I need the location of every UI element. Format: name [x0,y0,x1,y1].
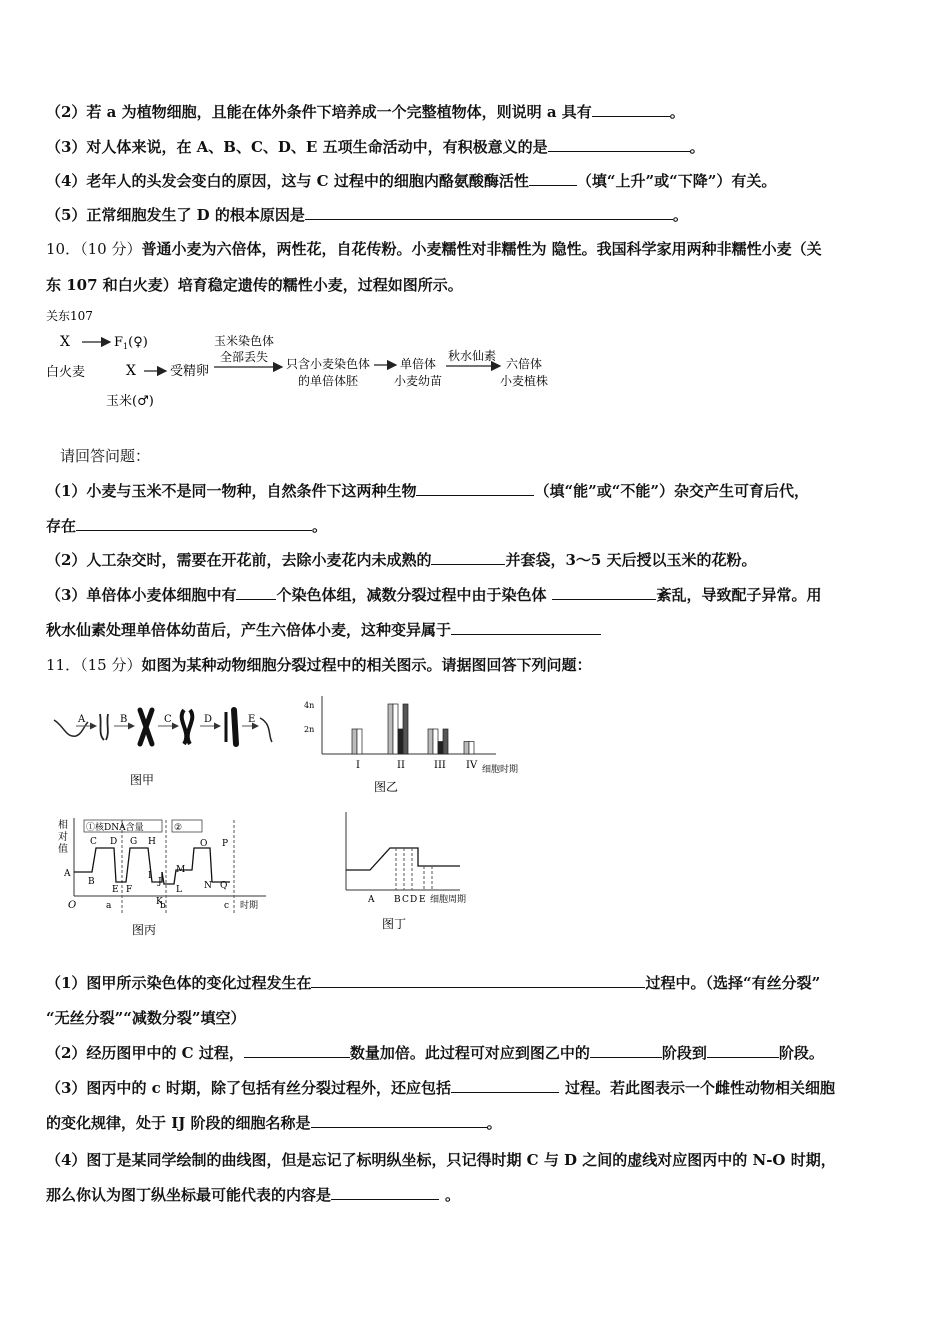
point-label-B: B [88,877,95,887]
figure-jia-caption: 图甲 [130,773,155,787]
answer-blank[interactable] [590,1043,662,1058]
parent-guandong107: 关东107 [46,309,93,323]
bar-IV-a [464,742,469,755]
point-label-E: E [112,885,119,895]
q11-sub4: （4）图丁是某同学绘制的曲线图，但是忘记了标明纵坐标，只记得时期 C 与 D 之间的虚线对应图丙中的 N-O 时期， [46,1151,836,1169]
legend-2: ② [174,823,183,833]
answer-blank[interactable] [451,620,601,635]
figure-yi-caption: 图乙 [374,780,399,794]
point-label-F: F [126,885,133,895]
category-label-4: IV [466,760,478,771]
point-label-J: J [158,877,162,887]
bar-I-a [352,729,357,754]
q10-sub1: （1）小麦与玉米不是同一物种，自然条件下这两种生物 （填“能”或“不能”）杂交产生可育后代， [46,482,809,500]
dna-content-line-2 [162,848,230,884]
parent-corn: 玉米(♂) [106,394,154,409]
point-label-Q: Q [220,881,228,891]
wheat-breeding-flow-diagram [44,305,564,410]
q10-sub3-cont: 秋水仙素处理单倍体幼苗后，产生六倍体小麦，这种变异属于 [46,620,601,640]
cross-symbol-1: X [60,334,70,350]
point-label-D: D [110,837,118,847]
q11-sub1-cont: “无丝分裂”“减数分裂”填空） [46,1009,246,1027]
x-label-A: A [368,895,375,905]
answer-blank[interactable] [529,171,577,186]
answer-blank[interactable] [76,516,312,531]
q10-intro-line1: 10．（10 分）普通小麦为六倍体，两性花，自花传粉。小麦糯性对非糯性为 隐性。我国科学家用两种非糯性小麦（关 [46,240,822,258]
point-label-L: L [176,885,182,895]
bar-III-b [433,729,438,754]
point-label-K: K [156,897,163,907]
x-label-E: E [419,895,426,905]
answer-blank[interactable] [311,1113,487,1128]
stage-label-c: C [164,714,172,725]
category-label-2: II [397,760,405,771]
bar-III-a [428,729,433,754]
cross-symbol-2: X [126,363,136,379]
haploid-seedling-label-2: 小麦幼苗 [394,374,443,388]
chromosome-loss-label-2: 全部丢失 [220,350,269,364]
answer-blank[interactable] [305,205,673,220]
metaphase-chromosome [140,710,152,744]
q10-intro-line2: 东 107 和白火麦）培育稳定遗传的糯性小麦，过程如图所示。 [46,276,463,294]
bar-IV-b [469,742,474,755]
point-label-I: I [148,871,152,881]
answer-blank[interactable] [431,550,505,565]
bar-II-b [393,704,398,754]
q10-ask: 请回答问题： [60,447,151,465]
haploid-embryo-label: 只含小麦染色体 [286,357,371,371]
answer-blank[interactable] [548,137,690,152]
legend-1: ①核DNA含量 [86,823,144,833]
colchicine-label: 秋水仙素 [448,349,497,363]
chromosome-loss-label: 玉米染色体 [214,334,275,348]
f1-label: $F_1(♀)$ [114,335,148,351]
bar-III-c [438,742,443,755]
answer-blank[interactable] [311,973,645,988]
q10-sub1-cont: 存在 。 [46,517,328,535]
q9-part5: （5）正常细胞发生了 D 的根本原因是 。 [46,206,688,224]
hexaploid-label: 六倍体 [506,357,543,371]
category-label-1: I [356,760,360,771]
period-label-a: a [106,901,112,911]
x-axis-title: 细胞时期 [482,765,519,775]
x-label-C: C [402,895,409,905]
x-label-D: D [410,895,418,905]
q11-sub4-cont: 那么你认为图丁纵坐标最可能代表的内容是 。 [46,1186,461,1204]
haploid-seedling-label: 单倍体 [400,357,437,371]
figure-yi-bar-chart [300,690,540,796]
y-label-2: 对 [58,832,68,843]
q10-sub3: （3）单倍体小麦体细胞中有 个染色体组，减数分裂过程中由于染色体 紊乱，导致配子异常。用 [46,586,822,604]
point-label-A: A [64,869,71,879]
q9-part3: （3）对人体来说，在 A、B、C、D、E 五项生命活动中，有积极意义的是 。 [46,138,705,156]
q9-part4: （4）老年人的头发会变白的原因，这与 C 过程中的细胞内酪氨酸酶活性 （填“上升”或“下降”）有关。 [46,172,777,190]
answer-blank[interactable] [416,481,534,496]
figure-bing-caption: 图丙 [132,923,157,937]
y-label-1: 相 [58,820,68,831]
single-chromosome [234,710,236,744]
bar-II-c [398,729,403,754]
answer-blank[interactable] [236,585,276,600]
point-label-M: M [176,865,186,875]
q11-sub2: （2）经历图甲中的 C 过程， 数量加倍。此过程可对应到图乙中的 阶段到 阶段。 [46,1044,824,1062]
answer-blank[interactable] [707,1043,779,1058]
q11-sub3-cont: 的变化规律，处于 IJ 阶段的细胞名称是 。 [46,1114,502,1132]
replicated-chromatin [100,714,108,740]
y-tick-2n: 2n [304,725,315,734]
point-label-H: H [148,837,156,847]
stage-label-b: B [120,714,128,725]
answer-blank[interactable] [451,1078,559,1093]
bar-III-d [443,729,448,754]
answer-blank[interactable] [552,585,656,600]
y-label-3: 值 [58,844,68,855]
parent-baihuomai: 白火麦 [46,365,86,380]
stage-label-a: A [78,714,86,725]
q11-sub1: （1）图甲所示染色体的变化过程发生在 过程中。（选择“有丝分裂” [46,974,821,992]
figure-ding-caption: 图丁 [382,917,407,931]
figure-ding-curve [330,810,500,934]
zygote-label: 受精卵 [170,364,210,379]
category-label-3: III [434,760,446,771]
stage-label-e: E [248,714,256,725]
point-label-N: N [204,881,212,891]
y-tick-4n: 4n [304,701,315,710]
point-label-O: O [200,839,208,849]
bar-II-a [388,704,393,754]
answer-blank[interactable] [592,102,670,117]
curve-line [346,848,460,870]
figure-jia-chromosome-changes [48,706,278,796]
x-axis-title: 时期 [240,901,259,911]
decondensed-chromatin [260,718,272,742]
period-label-c: c [224,901,230,911]
stage-label-d: D [204,714,213,725]
q11-intro: 11．（15 分）如图为某种动物细胞分裂过程中的相关图示。请据图回答下列问题： [46,656,592,674]
x-label-B: B [394,895,401,905]
haploid-embryo-label-2: 的单倍体胚 [298,374,359,388]
answer-blank[interactable] [331,1185,439,1200]
x-axis-title: 细胞周期 [430,895,467,905]
figure-bing-dna-curve [44,814,294,938]
point-label-C: C [90,837,97,847]
point-label-P: P [222,839,229,849]
answer-blank[interactable] [244,1043,350,1058]
q10-sub2: （2）人工杂交时，需要在开花前，去除小麦花内未成熟的 并套袋，3～5 天后授以玉米的花粉。 [46,551,757,569]
hexaploid-label-2: 小麦植株 [500,374,549,388]
point-label-G: G [130,837,138,847]
q9-part2: （2）若 a 为植物细胞，且能在体外条件下培养成一个完整植物体，则说明 a 具有 。 [46,103,685,121]
q11-sub3: （3）图丙中的 c 时期，除了包括有丝分裂过程外，还应包括 过程。若此图表示一个雌性动物相关细胞 [46,1079,836,1097]
bar-II-d [403,704,408,754]
origin-label: O [68,900,77,911]
period-label-b: b [160,901,166,911]
separating-chromatids [182,710,193,744]
bar-I-b [357,729,362,754]
